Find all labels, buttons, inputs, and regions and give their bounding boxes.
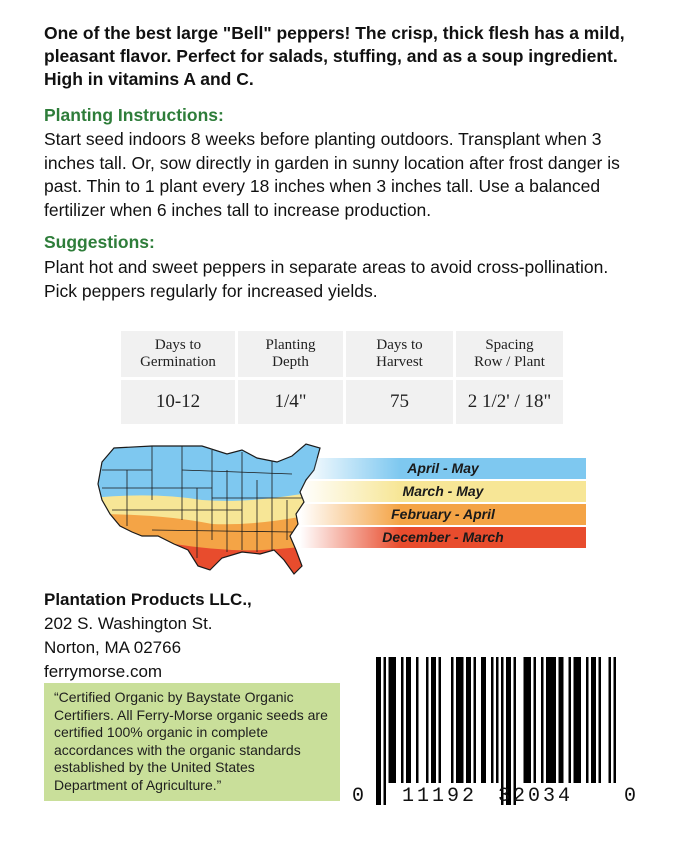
barcode-bar [451, 657, 454, 783]
growing-stats-table [118, 328, 566, 427]
zone-band-february-april: February - April [300, 504, 586, 525]
barcode-bar [416, 657, 419, 783]
company-name: Plantation Products LLC., [44, 590, 252, 609]
header-harvest [346, 331, 453, 377]
barcode-bar [401, 657, 404, 783]
barcode-bar [609, 657, 612, 783]
barcode-bar [559, 657, 564, 783]
barcode-bar [384, 657, 387, 805]
upc-barcode [352, 657, 642, 807]
barcode-bar [496, 657, 499, 783]
company-website: ferrymorse.com [44, 662, 163, 681]
value-depth: 1/4" [238, 380, 343, 424]
barcode-bar [546, 657, 556, 783]
barcode-bar [474, 657, 477, 783]
barcode-bar [466, 657, 471, 783]
value-spacing: 2 1/2' / 18" [456, 380, 563, 424]
header-line: Days to [154, 337, 202, 353]
barcode-left-digit: 0 [352, 785, 365, 808]
header-line: Harvest [376, 354, 423, 370]
barcode-bar [501, 657, 504, 805]
barcode-bar [406, 657, 411, 783]
barcode-bar [614, 657, 617, 783]
header-depth [238, 331, 343, 377]
header-germination [121, 331, 235, 377]
suggestions-body: Plant hot and sweet peppers in separate areas to avoid cross-pollination. Pick peppers regularly for increased yields. [44, 257, 609, 301]
planting-instructions-body: Start seed indoors 8 weeks before planting outdoors. Transplant when 3 inches tall. Or, sow directly in garden in sunny location after frost danger is past. Thin to 1 plant every 18 inches when 3 inches tall. Use a balanced fertilizer when 6 inches tall to increase production. [44, 129, 620, 220]
suggestions-title: Suggestions: [44, 232, 155, 252]
company-city: Norton, MA 02766 [44, 638, 182, 657]
stats-value-row [121, 380, 563, 424]
product-description: One of the best large "Bell" peppers! The crisp, thick flesh has a mild, pleasant flavor. Perfect for salads, stuffing, and as a soup ingredient. High in vitamins A and C. [44, 23, 625, 89]
header-line: Germination [140, 354, 216, 370]
barcode-bar [426, 657, 429, 783]
stats-header-row [121, 331, 563, 377]
zone-band-march-may: March - May [300, 481, 586, 502]
header-line: Days to [376, 337, 423, 353]
planting-instructions-title: Planting Instructions: [44, 105, 224, 125]
header-line: Row / Plant [474, 354, 545, 370]
zone-band-december-march: December - March [300, 527, 586, 548]
barcode-bar [541, 657, 544, 783]
barcode-bar [524, 657, 532, 783]
barcode-bar [481, 657, 486, 783]
barcode-bar [574, 657, 582, 783]
barcode-middle-left-digits: 11192 [402, 785, 478, 808]
us-planting-zone-map [92, 440, 324, 580]
header-line: Spacing [485, 337, 534, 353]
barcode-bar [456, 657, 464, 783]
header-line: Depth [272, 354, 309, 370]
barcode-bar [569, 657, 572, 783]
barcode-bar [534, 657, 537, 783]
company-address [44, 588, 252, 684]
company-street: 202 S. Washington St. [44, 614, 213, 633]
header-line: Planting [265, 337, 316, 353]
barcode-bar [586, 657, 589, 783]
barcode-bar [491, 657, 494, 783]
value-germination: 10-12 [121, 380, 235, 424]
barcode-bar [599, 657, 602, 783]
header-spacing [456, 331, 563, 377]
barcode-right-digit: 0 [624, 785, 637, 808]
barcode-middle-right-digits: 32034 [498, 785, 574, 808]
barcode-bar [431, 657, 436, 783]
zone-band-april-may: April - May [300, 458, 586, 479]
barcode-bar [591, 657, 596, 783]
barcode-bar [514, 657, 517, 805]
barcode-bar [506, 657, 511, 805]
barcode-bar [439, 657, 442, 783]
barcode-bar [376, 657, 381, 805]
value-harvest: 75 [346, 380, 453, 424]
barcode-bar [389, 657, 397, 783]
organic-certification-note: “Certified Organic by Baystate Organic Certifiers. All Ferry-Morse organic seeds are certified 100% organic in complete accordances with the organic standards established by the United States Department of Agriculture.” [44, 683, 340, 801]
